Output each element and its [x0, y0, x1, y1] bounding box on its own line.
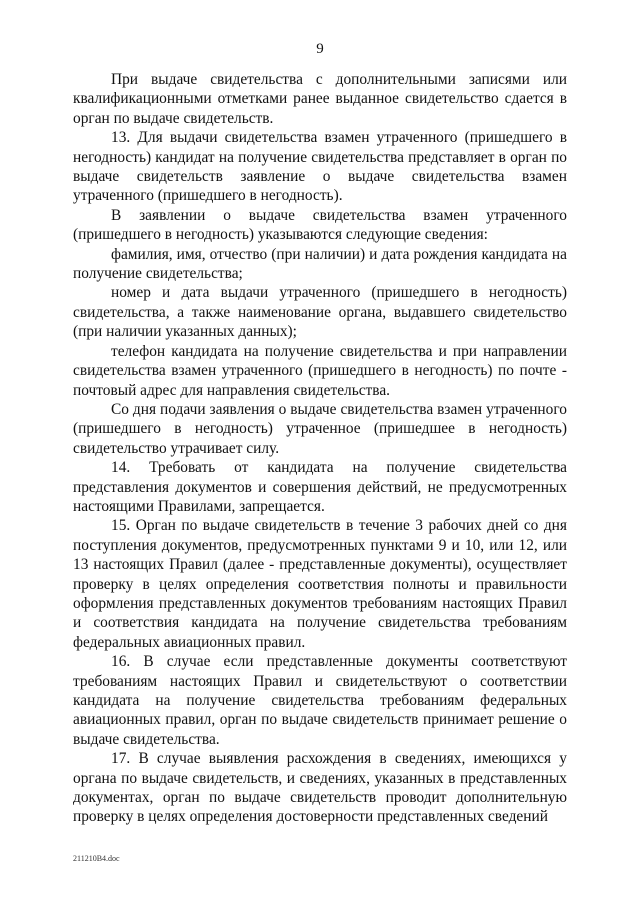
paragraph-item-15: 15. Орган по выдаче свидетельств в течение 3 рабочих дней со дня поступления документов, предусмотренных пунктами 9 и 10, или 12, или 13 настоящих Правил (далее - представленные документы), осуществляет проверку в целях определения соответствия полноты и правильности оформления представленных документов требованиям настоящих Правил и соответствия кандидата на получение свидетельства требованиям федеральных авиационных правил.	[73, 517, 567, 651]
paragraph-item-14: 14. Требовать от кандидата на получение свидетельства представления документов и совершения действий, не предусмотренных настоящими Правилами, запрещается.	[73, 459, 567, 515]
paragraph-supplementary-records: При выдаче свидетельства с дополнительными записями или квалификационными отметками ранее выданное свидетельство сдается в орган по выдаче свидетельств.	[73, 71, 567, 127]
paragraph-phone-address: телефон кандидата на получение свидетельства и при направлении свидетельства взамен утраченного (пришедшего в негодность) по почте - почтовый адрес для направления свидетельства.	[73, 342, 567, 399]
paragraph-loss-of-validity: Со дня подачи заявления о выдаче свидетельства взамен утраченного (пришедшего в негодность) утраченное (пришедшее в негодность) свидетельство утрачивает силу.	[73, 400, 567, 457]
paragraph-item-13: 13. Для выдачи свидетельства взамен утраченного (пришедшего в негодность) кандидат на получение свидетельства представляет в орган по выдаче свидетельств заявление о выдаче свидетельства взамен утраченного (пришедшего в негодность).	[73, 129, 567, 205]
paragraph-item-16: 16. В случае если представленные документы соответствуют требованиям настоящих Правил и свидетельствуют о соответствии кандидата на получение свидетельства требованиям федеральных авиационных правил, орган по выдаче свидетельств принимает решение о выдаче свидетельства.	[73, 653, 567, 748]
paragraph-certificate-number: номер и дата выдачи утраченного (пришедшего в негодность) свидетельства, а также наименование органа, выдавшего свидетельство (при наличии указанных данных);	[73, 284, 567, 341]
footer-file-code: 211210В4.doc	[73, 854, 120, 863]
page-number: 9	[316, 41, 324, 57]
paragraph-item-17: 17. В случае выявления расхождения в сведениях, имеющихся у органа по выдаче свидетельств, и сведениях, указанных в представленных документах, орган по выдаче свидетельств проводит дополнительную проверку в целях определения достоверности представленных сведений	[73, 750, 567, 826]
document-body	[73, 70, 567, 827]
paragraph-application-contents: В заявлении о выдаче свидетельства взамен утраченного (пришедшего в негодность) указываются следующие сведения:	[73, 206, 567, 244]
paragraph-applicant-name: фамилия, имя, отчество (при наличии) и дата рождения кандидата на получение свидетельства;	[73, 245, 567, 283]
